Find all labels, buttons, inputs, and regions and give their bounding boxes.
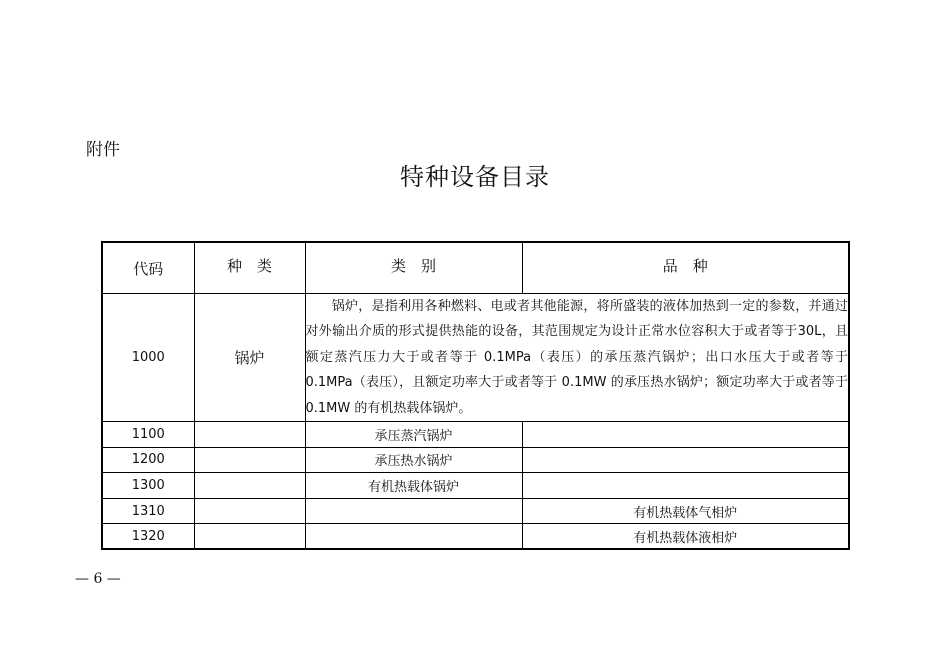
variety-cell <box>522 422 849 448</box>
equipment-catalog-table <box>101 241 850 550</box>
table-row <box>102 498 849 524</box>
column-header-kind: 种 类 <box>194 242 305 293</box>
code-cell: 1100 <box>102 422 194 448</box>
kind-cell: 锅炉 <box>194 293 305 422</box>
attachment-label: 附件 <box>86 140 120 160</box>
table-row <box>102 473 849 499</box>
kind-cell <box>194 422 305 448</box>
kind-cell <box>194 498 305 524</box>
column-header-category: 类 别 <box>305 242 522 293</box>
category-cell: 有机热载体锅炉 <box>305 473 522 499</box>
category-cell <box>305 498 522 524</box>
code-cell: 1310 <box>102 498 194 524</box>
boiler-definition-text: 锅炉，是指利用各种燃料、电或者其他能源，将所盛装的液体加热到一定的参数，并通过对外输出介质的形式提供热能的设备，其范围规定为设计正常水位容积大于或者等于30L，且额定蒸汽压力大于或者等于 0.1MPa（表压）的承压蒸汽锅炉；出口水压大于或者等于 0.1MPa（表压），且额定功率大于或者等于 0.1MW 的承压热水锅炉；额定功率大于或者等于 0.1MW 的有机热载体锅炉。 <box>305 298 848 416</box>
document-title: 特种设备目录 <box>400 163 550 191</box>
page-number: — 6 — <box>75 571 121 587</box>
variety-cell <box>522 473 849 499</box>
variety-cell: 有机热载体液相炉 <box>522 524 849 550</box>
category-cell: 承压蒸汽锅炉 <box>305 422 522 448</box>
code-cell: 1320 <box>102 524 194 550</box>
variety-cell: 有机热载体气相炉 <box>522 498 849 524</box>
boiler-definition <box>305 293 849 422</box>
column-header-code: 代码 <box>102 242 194 293</box>
table-row-boiler <box>102 293 849 422</box>
code-cell: 1300 <box>102 473 194 499</box>
category-cell <box>305 524 522 550</box>
kind-cell <box>194 447 305 473</box>
table-row <box>102 524 849 550</box>
code-cell: 1000 <box>102 293 194 422</box>
kind-cell <box>194 473 305 499</box>
variety-cell <box>522 447 849 473</box>
table-row <box>102 447 849 473</box>
column-header-variety: 品 种 <box>522 242 849 293</box>
table-row <box>102 422 849 448</box>
code-cell: 1200 <box>102 447 194 473</box>
table-header-row <box>102 242 849 293</box>
category-cell: 承压热水锅炉 <box>305 447 522 473</box>
kind-cell <box>194 524 305 550</box>
